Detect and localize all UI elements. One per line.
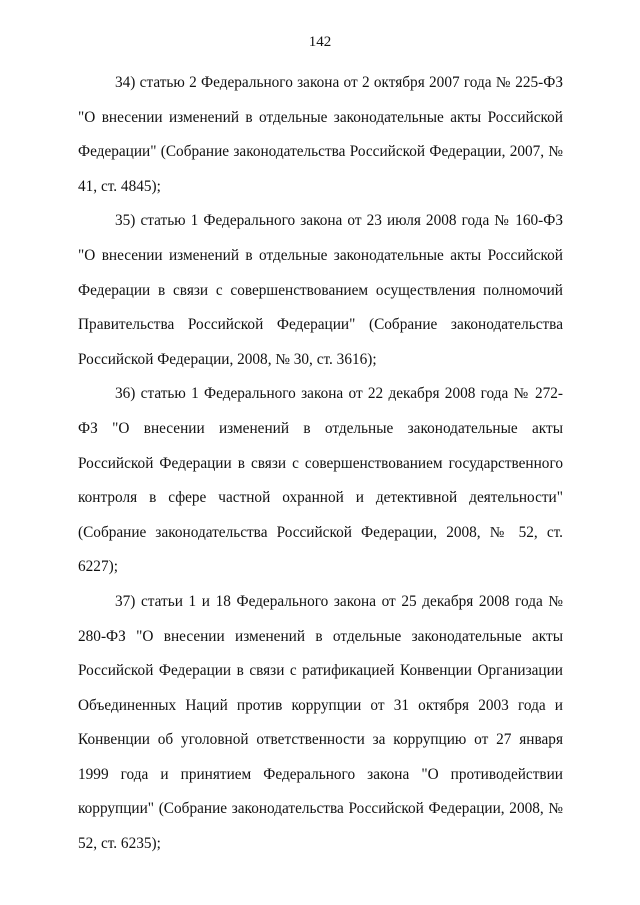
document-body bbox=[78, 66, 563, 862]
page-number: 142 bbox=[308, 34, 332, 50]
paragraph-34: 34) статью 2 Федерального закона от 2 октября 2007 года № 225-ФЗ "О внесении изменений в отдельные законодательные акты Российской Федерации" (Собрание законодательства Российской Федерации, 2007, № 41, ст. 4845); bbox=[78, 74, 563, 195]
paragraph-35: 35) статью 1 Федерального закона от 23 июля 2008 года № 160-ФЗ "О внесении изменений в отдельные законодательные акты Российской Федерации в связи с совершенствованием осуществления полномочий Правительства Российской Федерации" (Собрание законодательства Российской Федерации, 2008, № 30, ст. 3616); bbox=[78, 212, 563, 368]
paragraph-36: 36) статью 1 Федерального закона от 22 декабря 2008 года № 272-ФЗ "О внесении изменений в отдельные законодательные акты Российской Федерации в связи с совершенствованием государственного контроля в сфере частной охранной и детективной деятельности" (Собрание законодательства Российской Федерации, 2008, № 52, ст. 6227); bbox=[78, 385, 563, 576]
paragraph-37: 37) статьи 1 и 18 Федерального закона от 25 декабря 2008 года № 280-ФЗ "О внесении изменений в отдельные законодательные акты Российской Федерации в связи с ратификацией Конвенции Организации Объединенных Наций против коррупции от 31 октября 2003 года и Конвенции об уголовной ответственности за коррупцию от 27 января 1999 года и принятием Федерального закона "О противодействии коррупции" (Собрание законодательства Российской Федерации, 2008, № 52, ст. 6235); bbox=[78, 592, 563, 853]
